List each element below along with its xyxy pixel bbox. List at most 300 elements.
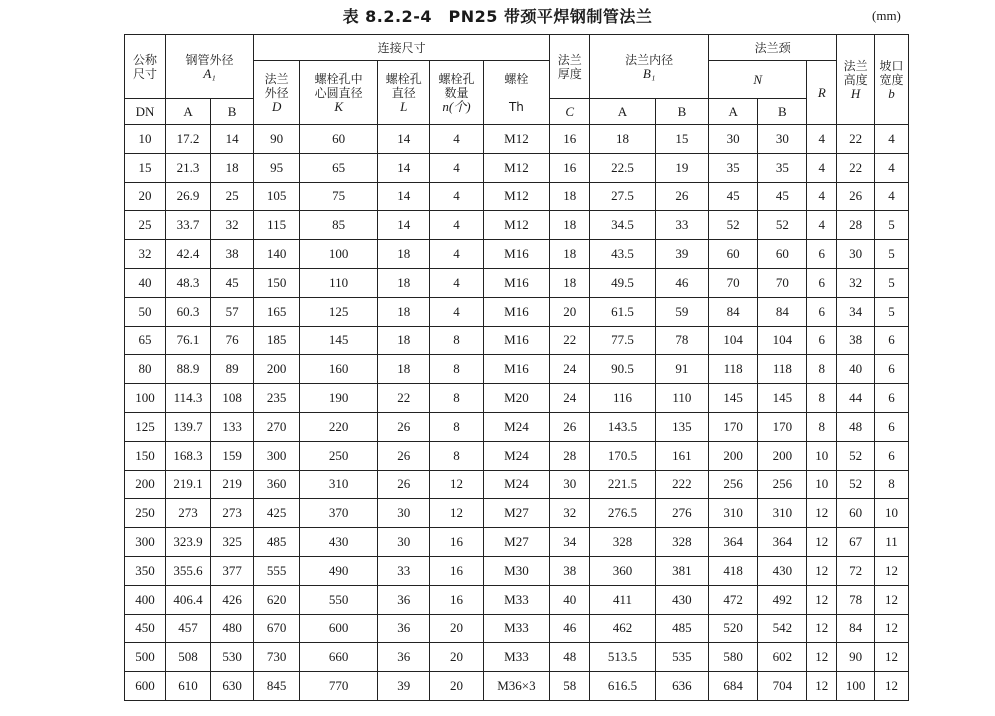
cell-flange-od: 235: [254, 384, 300, 413]
cell-bolt-hole-dia: 30: [378, 528, 430, 557]
table-row: [125, 672, 909, 701]
cell-flange-id-a: 411: [590, 585, 656, 614]
cell-flange-id-a: 77.5: [590, 326, 656, 355]
cell-flange-id-a: 90.5: [590, 355, 656, 384]
cell-bolt-hole-qty: 12: [430, 470, 483, 499]
cell-neck-r: 10: [807, 470, 837, 499]
cell-bolt-hole-qty: 4: [430, 268, 483, 297]
cell-dn: 40: [125, 268, 166, 297]
cell-bolt-hole-dia: 26: [378, 412, 430, 441]
cell-neck-b: 704: [758, 672, 807, 701]
cell-neck-b: 364: [758, 528, 807, 557]
header-neck-b: B: [758, 99, 807, 125]
header-flange-neck: 法兰颈: [709, 35, 837, 61]
cell-bolt-circle: 550: [300, 585, 378, 614]
cell-neck-r: 4: [807, 211, 837, 240]
cell-neck-r: 4: [807, 125, 837, 154]
cell-bolt: M27: [483, 528, 550, 557]
cell-flange-od: 90: [254, 125, 300, 154]
cell-bolt-hole-dia: 39: [378, 672, 430, 701]
cell-bolt-hole-dia: 36: [378, 643, 430, 672]
cell-flange-od: 555: [254, 556, 300, 585]
cell-flange-od: 115: [254, 211, 300, 240]
cell-dn: 200: [125, 470, 166, 499]
cell-bevel-width: 5: [875, 211, 909, 240]
cell-flange-height: 90: [837, 643, 875, 672]
cell-flange-id-a: 143.5: [590, 412, 656, 441]
cell-dn: 80: [125, 355, 166, 384]
cell-bolt-circle: 370: [300, 499, 378, 528]
cell-bolt: M12: [483, 211, 550, 240]
cell-flange-id-b: 161: [655, 441, 708, 470]
cell-neck-a: 35: [709, 153, 758, 182]
cell-dn: 150: [125, 441, 166, 470]
cell-flange-id-a: 22.5: [590, 153, 656, 182]
cell-dn: 50: [125, 297, 166, 326]
cell-bolt-circle: 75: [300, 182, 378, 211]
cell-bevel-width: 5: [875, 268, 909, 297]
table-row: [125, 643, 909, 672]
cell-pipe-od-a: 168.3: [165, 441, 210, 470]
cell-flange-height: 22: [837, 125, 875, 154]
cell-neck-b: 45: [758, 182, 807, 211]
cell-dn: 400: [125, 585, 166, 614]
cell-neck-b: 60: [758, 240, 807, 269]
table-row: [125, 441, 909, 470]
cell-pipe-od-a: 610: [165, 672, 210, 701]
cell-neck-a: 118: [709, 355, 758, 384]
table-title: 表 8.2.2-4 PN25 带颈平焊钢制管法兰: [342, 7, 653, 26]
cell-bolt-hole-dia: 26: [378, 441, 430, 470]
cell-bolt-hole-dia: 14: [378, 211, 430, 240]
cell-neck-a: 418: [709, 556, 758, 585]
cell-flange-height: 26: [837, 182, 875, 211]
cell-dn: 100: [125, 384, 166, 413]
cell-bolt-hole-qty: 4: [430, 211, 483, 240]
cell-flange-thickness: 24: [550, 384, 590, 413]
cell-flange-thickness: 18: [550, 211, 590, 240]
cell-bolt: M20: [483, 384, 550, 413]
cell-neck-r: 10: [807, 441, 837, 470]
cell-flange-id-a: 462: [590, 614, 656, 643]
cell-bolt-circle: 125: [300, 297, 378, 326]
cell-flange-od: 425: [254, 499, 300, 528]
cell-pipe-od-a: 457: [165, 614, 210, 643]
header-bolt-circle: 螺栓孔中 心圆直径 K: [300, 61, 378, 125]
cell-neck-r: 12: [807, 643, 837, 672]
cell-bolt-circle: 490: [300, 556, 378, 585]
cell-bolt-hole-dia: 33: [378, 556, 430, 585]
cell-pipe-od-a: 508: [165, 643, 210, 672]
cell-bolt-circle: 65: [300, 153, 378, 182]
table-row: [125, 297, 909, 326]
cell-bolt: M16: [483, 355, 550, 384]
table-row: [125, 153, 909, 182]
cell-neck-r: 4: [807, 153, 837, 182]
cell-bevel-width: 4: [875, 125, 909, 154]
cell-neck-r: 6: [807, 240, 837, 269]
cell-flange-id-a: 49.5: [590, 268, 656, 297]
cell-bolt: M36×3: [483, 672, 550, 701]
cell-flange-id-b: 110: [655, 384, 708, 413]
cell-flange-id-b: 485: [655, 614, 708, 643]
cell-flange-id-b: 636: [655, 672, 708, 701]
cell-flange-thickness: 48: [550, 643, 590, 672]
cell-pipe-od-b: 219: [211, 470, 254, 499]
cell-flange-id-a: 221.5: [590, 470, 656, 499]
header-flange-od: 法兰 外径 D: [254, 61, 300, 125]
cell-neck-b: 430: [758, 556, 807, 585]
cell-flange-id-b: 222: [655, 470, 708, 499]
cell-bolt-hole-qty: 16: [430, 528, 483, 557]
cell-bolt-hole-qty: 20: [430, 643, 483, 672]
cell-dn: 32: [125, 240, 166, 269]
cell-flange-thickness: 20: [550, 297, 590, 326]
cell-flange-id-b: 535: [655, 643, 708, 672]
cell-neck-r: 4: [807, 182, 837, 211]
cell-dn: 125: [125, 412, 166, 441]
cell-flange-id-a: 18: [590, 125, 656, 154]
cell-bolt-circle: 190: [300, 384, 378, 413]
cell-bolt-circle: 220: [300, 412, 378, 441]
cell-neck-r: 12: [807, 585, 837, 614]
flange-spec-table: [124, 34, 909, 701]
table-row: [125, 182, 909, 211]
cell-bevel-width: 10: [875, 499, 909, 528]
table-row: [125, 528, 909, 557]
cell-dn: 10: [125, 125, 166, 154]
cell-pipe-od-a: 273: [165, 499, 210, 528]
cell-flange-od: 140: [254, 240, 300, 269]
cell-flange-od: 95: [254, 153, 300, 182]
cell-bevel-width: 6: [875, 384, 909, 413]
cell-pipe-od-a: 60.3: [165, 297, 210, 326]
cell-pipe-od-a: 17.2: [165, 125, 210, 154]
cell-neck-b: 118: [758, 355, 807, 384]
cell-pipe-od-b: 630: [211, 672, 254, 701]
table-row: [125, 384, 909, 413]
cell-bolt-circle: 100: [300, 240, 378, 269]
cell-dn: 250: [125, 499, 166, 528]
cell-bevel-width: 6: [875, 441, 909, 470]
cell-flange-thickness: 58: [550, 672, 590, 701]
cell-bolt-hole-qty: 12: [430, 499, 483, 528]
cell-pipe-od-b: 530: [211, 643, 254, 672]
cell-neck-a: 84: [709, 297, 758, 326]
header-pipe-od-a: A: [165, 99, 210, 125]
header-flange-id-a: A: [590, 99, 656, 125]
cell-bolt-hole-dia: 30: [378, 499, 430, 528]
cell-neck-a: 45: [709, 182, 758, 211]
cell-flange-od: 270: [254, 412, 300, 441]
cell-neck-b: 200: [758, 441, 807, 470]
cell-flange-height: 34: [837, 297, 875, 326]
cell-pipe-od-a: 48.3: [165, 268, 210, 297]
cell-pipe-od-a: 114.3: [165, 384, 210, 413]
cell-flange-thickness: 46: [550, 614, 590, 643]
cell-bolt-hole-dia: 26: [378, 470, 430, 499]
cell-bolt-hole-qty: 8: [430, 441, 483, 470]
cell-bolt: M12: [483, 125, 550, 154]
cell-neck-b: 104: [758, 326, 807, 355]
cell-pipe-od-a: 323.9: [165, 528, 210, 557]
cell-flange-thickness: 32: [550, 499, 590, 528]
cell-flange-id-a: 61.5: [590, 297, 656, 326]
cell-flange-id-a: 328: [590, 528, 656, 557]
cell-neck-r: 12: [807, 614, 837, 643]
cell-bolt: M33: [483, 614, 550, 643]
cell-bolt: M33: [483, 643, 550, 672]
cell-neck-b: 84: [758, 297, 807, 326]
header-bolt-hole-dia: 螺栓孔 直径 L: [378, 61, 430, 125]
cell-pipe-od-a: 406.4: [165, 585, 210, 614]
cell-dn: 450: [125, 614, 166, 643]
cell-neck-a: 170: [709, 412, 758, 441]
cell-flange-id-b: 78: [655, 326, 708, 355]
cell-flange-od: 730: [254, 643, 300, 672]
header-flange-id-b: B: [655, 99, 708, 125]
cell-bolt-hole-dia: 36: [378, 585, 430, 614]
cell-flange-thickness: 38: [550, 556, 590, 585]
cell-pipe-od-a: 355.6: [165, 556, 210, 585]
cell-pipe-od-b: 133: [211, 412, 254, 441]
table-body: [125, 125, 909, 701]
cell-bolt-hole-qty: 8: [430, 355, 483, 384]
table-row: [125, 211, 909, 240]
cell-neck-a: 145: [709, 384, 758, 413]
header-bolt: 螺栓 Th: [483, 61, 550, 125]
cell-neck-r: 8: [807, 412, 837, 441]
cell-flange-height: 40: [837, 355, 875, 384]
cell-pipe-od-a: 219.1: [165, 470, 210, 499]
cell-flange-od: 300: [254, 441, 300, 470]
cell-bolt: M16: [483, 326, 550, 355]
cell-dn: 25: [125, 211, 166, 240]
table-row: [125, 585, 909, 614]
cell-flange-od: 185: [254, 326, 300, 355]
cell-pipe-od-a: 26.9: [165, 182, 210, 211]
cell-bolt-hole-qty: 4: [430, 153, 483, 182]
cell-neck-b: 542: [758, 614, 807, 643]
cell-pipe-od-b: 325: [211, 528, 254, 557]
cell-flange-id-b: 381: [655, 556, 708, 585]
cell-neck-r: 6: [807, 268, 837, 297]
cell-flange-height: 67: [837, 528, 875, 557]
cell-pipe-od-b: 38: [211, 240, 254, 269]
cell-pipe-od-b: 273: [211, 499, 254, 528]
cell-bolt-hole-qty: 4: [430, 182, 483, 211]
cell-pipe-od-b: 377: [211, 556, 254, 585]
cell-bolt: M16: [483, 268, 550, 297]
cell-neck-r: 6: [807, 326, 837, 355]
cell-neck-b: 52: [758, 211, 807, 240]
table-row: [125, 614, 909, 643]
cell-pipe-od-a: 139.7: [165, 412, 210, 441]
cell-bolt: M12: [483, 182, 550, 211]
cell-flange-thickness: 18: [550, 240, 590, 269]
header-flange-thickness-sym: C: [550, 99, 590, 125]
cell-pipe-od-b: 426: [211, 585, 254, 614]
cell-bolt-hole-dia: 18: [378, 355, 430, 384]
cell-flange-id-a: 116: [590, 384, 656, 413]
cell-bevel-width: 6: [875, 355, 909, 384]
cell-flange-height: 44: [837, 384, 875, 413]
header-flange-height: 法兰 高度 H: [837, 35, 875, 125]
cell-flange-od: 105: [254, 182, 300, 211]
cell-flange-height: 52: [837, 441, 875, 470]
header-bevel-width: 坡口 宽度 b: [875, 35, 909, 125]
cell-flange-id-b: 328: [655, 528, 708, 557]
cell-bolt-circle: 310: [300, 470, 378, 499]
header-neck-n: N: [709, 61, 807, 99]
cell-flange-thickness: 28: [550, 441, 590, 470]
cell-flange-height: 28: [837, 211, 875, 240]
cell-bolt-hole-qty: 4: [430, 297, 483, 326]
cell-bolt-circle: 145: [300, 326, 378, 355]
cell-neck-a: 472: [709, 585, 758, 614]
cell-neck-a: 580: [709, 643, 758, 672]
cell-flange-id-b: 39: [655, 240, 708, 269]
cell-bevel-width: 6: [875, 326, 909, 355]
cell-flange-id-a: 276.5: [590, 499, 656, 528]
cell-neck-r: 6: [807, 297, 837, 326]
cell-flange-height: 48: [837, 412, 875, 441]
cell-flange-thickness: 16: [550, 153, 590, 182]
cell-bevel-width: 12: [875, 672, 909, 701]
cell-flange-od: 620: [254, 585, 300, 614]
cell-flange-id-b: 59: [655, 297, 708, 326]
cell-flange-id-b: 91: [655, 355, 708, 384]
cell-flange-height: 84: [837, 614, 875, 643]
cell-pipe-od-b: 480: [211, 614, 254, 643]
cell-neck-b: 170: [758, 412, 807, 441]
cell-bolt-circle: 60: [300, 125, 378, 154]
header-flange-id: 法兰内径 B₁: [590, 35, 709, 99]
cell-pipe-od-a: 88.9: [165, 355, 210, 384]
cell-flange-thickness: 16: [550, 125, 590, 154]
cell-bevel-width: 12: [875, 556, 909, 585]
cell-bolt-hole-dia: 18: [378, 326, 430, 355]
cell-bolt-hole-qty: 20: [430, 614, 483, 643]
cell-pipe-od-b: 76: [211, 326, 254, 355]
cell-bevel-width: 12: [875, 614, 909, 643]
cell-dn: 20: [125, 182, 166, 211]
cell-dn: 300: [125, 528, 166, 557]
cell-neck-a: 364: [709, 528, 758, 557]
cell-neck-b: 310: [758, 499, 807, 528]
header-flange-thickness: 法兰 厚度: [550, 35, 590, 99]
cell-flange-id-b: 135: [655, 412, 708, 441]
cell-bevel-width: 11: [875, 528, 909, 557]
table-row: [125, 355, 909, 384]
cell-dn: 600: [125, 672, 166, 701]
table-row: [125, 326, 909, 355]
cell-pipe-od-a: 76.1: [165, 326, 210, 355]
cell-pipe-od-b: 32: [211, 211, 254, 240]
table-row: [125, 240, 909, 269]
cell-bevel-width: 12: [875, 643, 909, 672]
cell-flange-od: 485: [254, 528, 300, 557]
header-neck-a: A: [709, 99, 758, 125]
cell-neck-a: 60: [709, 240, 758, 269]
cell-bolt-hole-dia: 14: [378, 153, 430, 182]
cell-pipe-od-b: 89: [211, 355, 254, 384]
cell-bolt-hole-dia: 14: [378, 182, 430, 211]
cell-neck-b: 256: [758, 470, 807, 499]
cell-neck-b: 145: [758, 384, 807, 413]
cell-neck-a: 520: [709, 614, 758, 643]
cell-flange-height: 78: [837, 585, 875, 614]
cell-bolt-hole-dia: 18: [378, 268, 430, 297]
cell-flange-id-a: 34.5: [590, 211, 656, 240]
cell-neck-r: 12: [807, 528, 837, 557]
header-neck-r: R: [807, 61, 837, 125]
cell-flange-thickness: 24: [550, 355, 590, 384]
cell-bolt: M27: [483, 499, 550, 528]
cell-pipe-od-b: 25: [211, 182, 254, 211]
cell-bolt: M12: [483, 153, 550, 182]
table-row: [125, 499, 909, 528]
cell-neck-r: 8: [807, 355, 837, 384]
cell-neck-b: 30: [758, 125, 807, 154]
cell-pipe-od-b: 14: [211, 125, 254, 154]
cell-flange-thickness: 22: [550, 326, 590, 355]
cell-pipe-od-a: 42.4: [165, 240, 210, 269]
cell-flange-od: 165: [254, 297, 300, 326]
cell-flange-od: 670: [254, 614, 300, 643]
cell-flange-id-a: 513.5: [590, 643, 656, 672]
cell-flange-height: 60: [837, 499, 875, 528]
header-nominal-size: 公称 尺寸: [125, 35, 166, 99]
cell-pipe-od-b: 18: [211, 153, 254, 182]
cell-bevel-width: 4: [875, 182, 909, 211]
header-dn: DN: [125, 99, 166, 125]
header-connection: 连接尺寸: [254, 35, 550, 61]
cell-pipe-od-b: 159: [211, 441, 254, 470]
cell-bolt: M33: [483, 585, 550, 614]
cell-flange-thickness: 40: [550, 585, 590, 614]
cell-flange-id-a: 27.5: [590, 182, 656, 211]
header-pipe-od: 钢管外径 A₁: [165, 35, 253, 99]
table-row: [125, 268, 909, 297]
cell-bolt-hole-dia: 18: [378, 240, 430, 269]
cell-bolt-circle: 85: [300, 211, 378, 240]
cell-flange-id-b: 19: [655, 153, 708, 182]
cell-bolt: M16: [483, 240, 550, 269]
cell-bolt: M30: [483, 556, 550, 585]
cell-bevel-width: 12: [875, 585, 909, 614]
cell-neck-b: 70: [758, 268, 807, 297]
cell-flange-height: 100: [837, 672, 875, 701]
cell-bolt-hole-qty: 8: [430, 384, 483, 413]
cell-flange-id-a: 360: [590, 556, 656, 585]
table-row: [125, 412, 909, 441]
cell-neck-r: 8: [807, 384, 837, 413]
cell-bolt-hole-dia: 36: [378, 614, 430, 643]
cell-flange-height: 38: [837, 326, 875, 355]
cell-bolt-circle: 430: [300, 528, 378, 557]
cell-bolt-circle: 660: [300, 643, 378, 672]
cell-flange-id-b: 276: [655, 499, 708, 528]
unit-label: (mm): [872, 8, 901, 23]
cell-flange-od: 200: [254, 355, 300, 384]
cell-flange-id-a: 616.5: [590, 672, 656, 701]
cell-bolt-hole-qty: 16: [430, 556, 483, 585]
cell-bolt-hole-dia: 18: [378, 297, 430, 326]
cell-flange-thickness: 30: [550, 470, 590, 499]
cell-bolt-circle: 110: [300, 268, 378, 297]
cell-bevel-width: 6: [875, 412, 909, 441]
